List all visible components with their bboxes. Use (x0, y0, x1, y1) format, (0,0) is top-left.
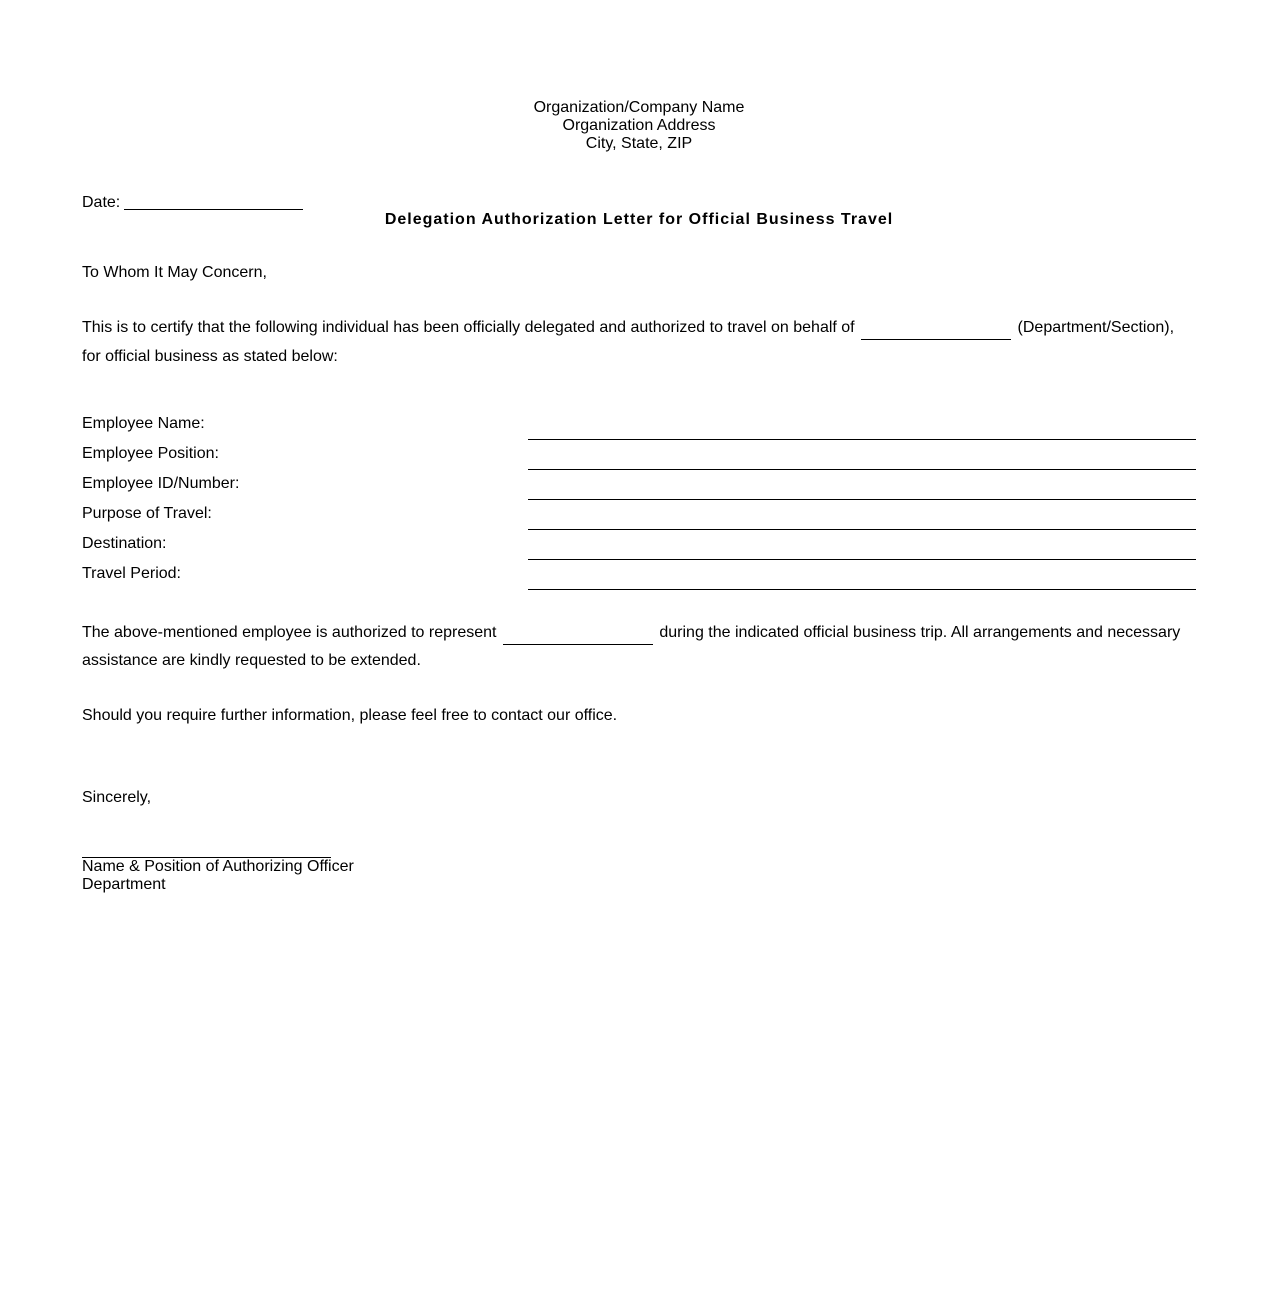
employee-details-form (82, 410, 1196, 590)
signature-block (82, 858, 354, 894)
represent-blank-field[interactable] (503, 626, 653, 645)
sign-off: Sincerely, (82, 789, 152, 806)
certification-paragraph (82, 313, 1196, 371)
purpose-of-travel-label: Purpose of Travel: (82, 505, 212, 522)
closing-note: Should you require further information, please feel free to contact our office. (82, 707, 618, 724)
date-label: Date: (82, 194, 121, 211)
organization-address: Organization Address (562, 117, 716, 134)
authorization-text-after: during the indicated official business trip. All arrangements and necessary assistance are kindly requested to be extended. (82, 624, 1181, 669)
authorization-paragraph (82, 619, 1196, 675)
department-blank-field[interactable] (861, 321, 1011, 340)
date-line (82, 193, 303, 212)
certification-text-after: (Department/Section), for official business as stated below: (82, 319, 1175, 365)
employee-name-label: Employee Name: (82, 415, 205, 432)
certification-text-before: This is to certify that the following individual has been officially delegated and authorized to travel on behalf of (82, 319, 855, 336)
greeting: To Whom It May Concern, (82, 264, 267, 281)
authorizing-officer-label: Name & Position of Authorizing Officer (82, 858, 354, 875)
authorization-text-before: The above-mentioned employee is authorized to represent (82, 624, 497, 641)
organization-city-state-zip: City, State, ZIP (585, 135, 693, 152)
field-row-employee-position (82, 440, 1196, 470)
field-row-travel-period (82, 560, 1196, 590)
field-row-employee-name (82, 410, 1196, 440)
organization-header (82, 99, 1196, 153)
field-row-destination (82, 530, 1196, 560)
destination-label: Destination: (82, 535, 167, 552)
employee-position-label: Employee Position: (82, 445, 219, 462)
date-field[interactable] (124, 193, 303, 210)
letter-title: Delegation Authorization Letter for Official Business Travel (384, 211, 894, 228)
employee-id-label: Employee ID/Number: (82, 475, 240, 492)
field-row-purpose-of-travel (82, 500, 1196, 530)
travel-period-field[interactable] (528, 589, 1196, 590)
organization-name: Organization/Company Name (533, 99, 745, 116)
field-row-employee-id (82, 470, 1196, 500)
department-label: Department (82, 876, 166, 893)
travel-period-label: Travel Period: (82, 565, 181, 582)
